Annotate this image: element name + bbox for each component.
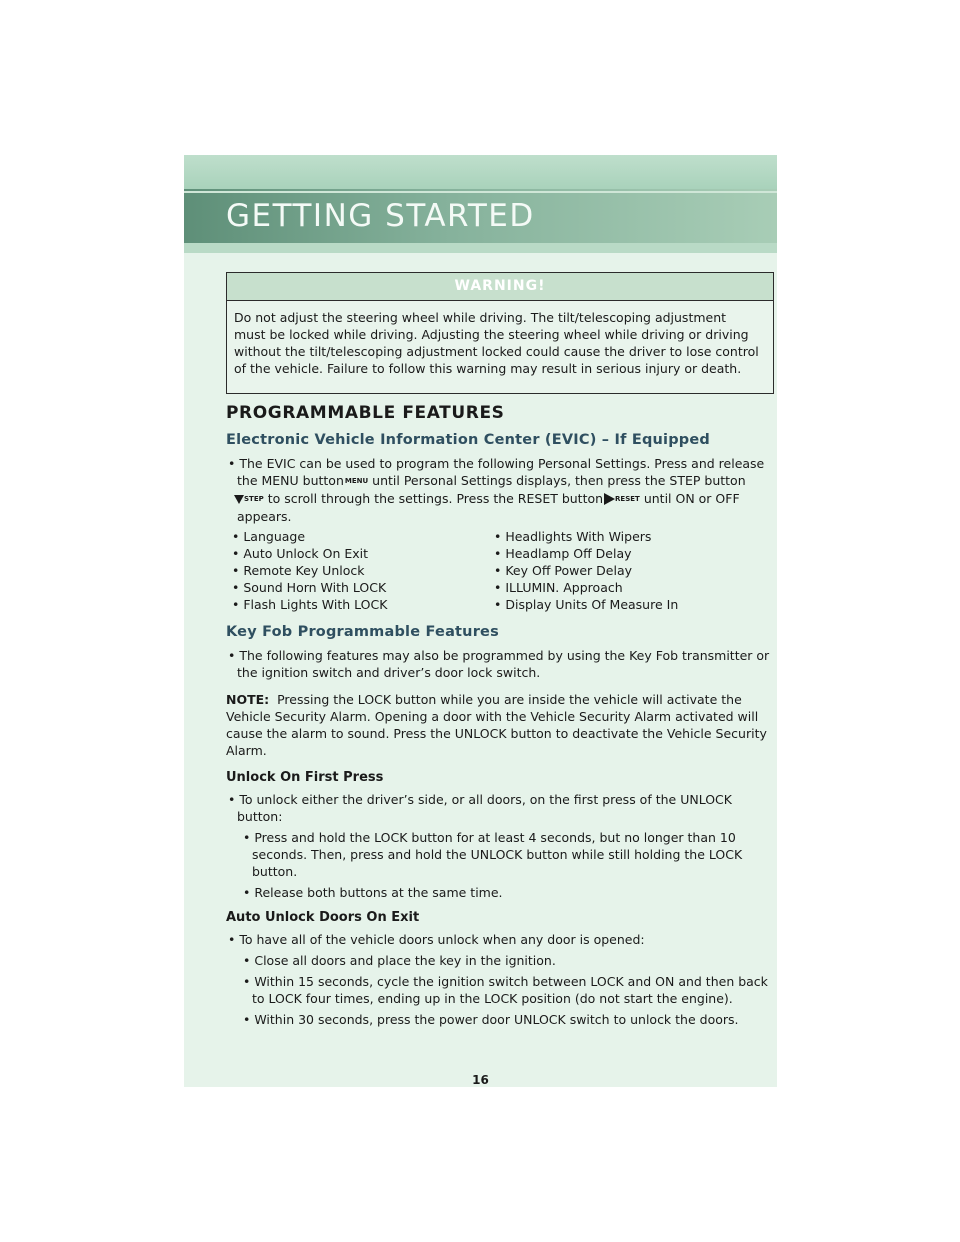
unlock-first-press-heading: Unlock On First Press	[226, 770, 384, 785]
programmable-features-heading: PROGRAMMABLE FEATURES	[226, 403, 505, 423]
list-item: • ILLUMIN. Approach	[494, 580, 623, 595]
list-item: • Auto Unlock On Exit	[232, 546, 369, 561]
list-item: • Display Units Of Measure In	[494, 597, 679, 612]
list-item: • Headlamp Off Delay	[494, 546, 632, 561]
auto-unlock-step-2: • Within 15 seconds, cycle the ignition switch between LOCK and ON and then back to LOCK four times, ending up in the LOCK position (do not start the engine).	[243, 974, 768, 1006]
warning-text: Do not adjust the steering wheel while driving. The tilt/telescoping adjustment must be locked while driving. Adjusting the steering wheel while driving or driving without the tilt/telescoping adjustment locked could cause the driver to lose control of the vehicle. Failure to follow this warning may result in serious injury or death.	[234, 310, 759, 376]
evic-instructions	[226, 455, 777, 525]
reset-button-icon	[613, 491, 640, 508]
unlock-first-step-2: • Release both buttons at the same time.	[243, 885, 503, 900]
list-item: • Remote Key Unlock	[232, 563, 365, 578]
section-header-title: GETTING STARTED	[226, 198, 535, 234]
key-fob-heading: Key Fob Programmable Features	[226, 624, 499, 640]
main-content	[226, 405, 777, 1028]
warning-title: WARNING!	[227, 273, 773, 301]
list-item: • Language	[232, 529, 306, 544]
unlock-first-step-1: • Press and hold the LOCK button for at least 4 seconds, but no longer than 10 seconds. Then, press and hold the UNLOCK button while still holding the LOCK button.	[243, 830, 743, 879]
header-bottom-band	[184, 243, 777, 253]
settings-list-right	[494, 528, 756, 613]
evic-text-2: until Personal Settings displays, then press the STEP button	[372, 473, 746, 488]
note-text: Pressing the LOCK button while you are inside the vehicle will activate the Vehicle Security Alarm. Opening a door with the Vehicle Security Alarm activated will cause the alarm to sound. Press the UNLOCK button to deactivate the Vehicle Security Alarm.	[226, 692, 767, 758]
reset-label: RESET	[615, 495, 640, 503]
settings-list-left	[226, 528, 494, 613]
right-triangle-icon	[604, 493, 615, 505]
list-item: • Headlights With Wipers	[494, 529, 652, 544]
evic-text-4: until ON or OFF appears.	[237, 491, 740, 524]
down-triangle-icon	[234, 495, 244, 504]
unlock-first-text: • To unlock either the driver’s side, or all doors, on the first press of the UNLOCK button:	[228, 792, 732, 824]
step-button-icon	[243, 491, 264, 508]
header-divider	[184, 191, 777, 193]
evic-heading: Electronic Vehicle Information Center (EVIC) – If Equipped	[226, 432, 710, 448]
page-number: 16	[472, 1073, 489, 1087]
evic-text-3: to scroll through the settings. Press the RESET button	[267, 491, 604, 506]
note-paragraph	[226, 691, 777, 759]
auto-unlock-heading: Auto Unlock Doors On Exit	[226, 910, 420, 925]
list-item: • Key Off Power Delay	[494, 563, 633, 578]
warning-box	[226, 272, 774, 394]
auto-unlock-step-3: • Within 30 seconds, press the power door UNLOCK switch to unlock the doors.	[243, 1012, 739, 1027]
settings-list	[226, 528, 777, 613]
menu-button-icon: MENU	[344, 477, 369, 485]
evic-text-1: • The EVIC can be used to program the following Personal Settings. Press and release the MENU button	[228, 456, 765, 488]
list-item: • Flash Lights With LOCK	[232, 597, 388, 612]
manual-page	[184, 155, 777, 1087]
header-top-band	[184, 155, 777, 189]
auto-unlock-text: • To have all of the vehicle doors unlock when any door is opened:	[228, 932, 645, 947]
auto-unlock-step-1: • Close all doors and place the key in the ignition.	[243, 953, 556, 968]
list-item: • Sound Horn With LOCK	[232, 580, 387, 595]
key-fob-text: • The following features may also be programmed by using the Key Fob transmitter or the ignition switch and driver’s door lock switch.	[228, 648, 770, 680]
note-label: NOTE:	[226, 692, 270, 707]
step-label: STEP	[244, 495, 264, 503]
